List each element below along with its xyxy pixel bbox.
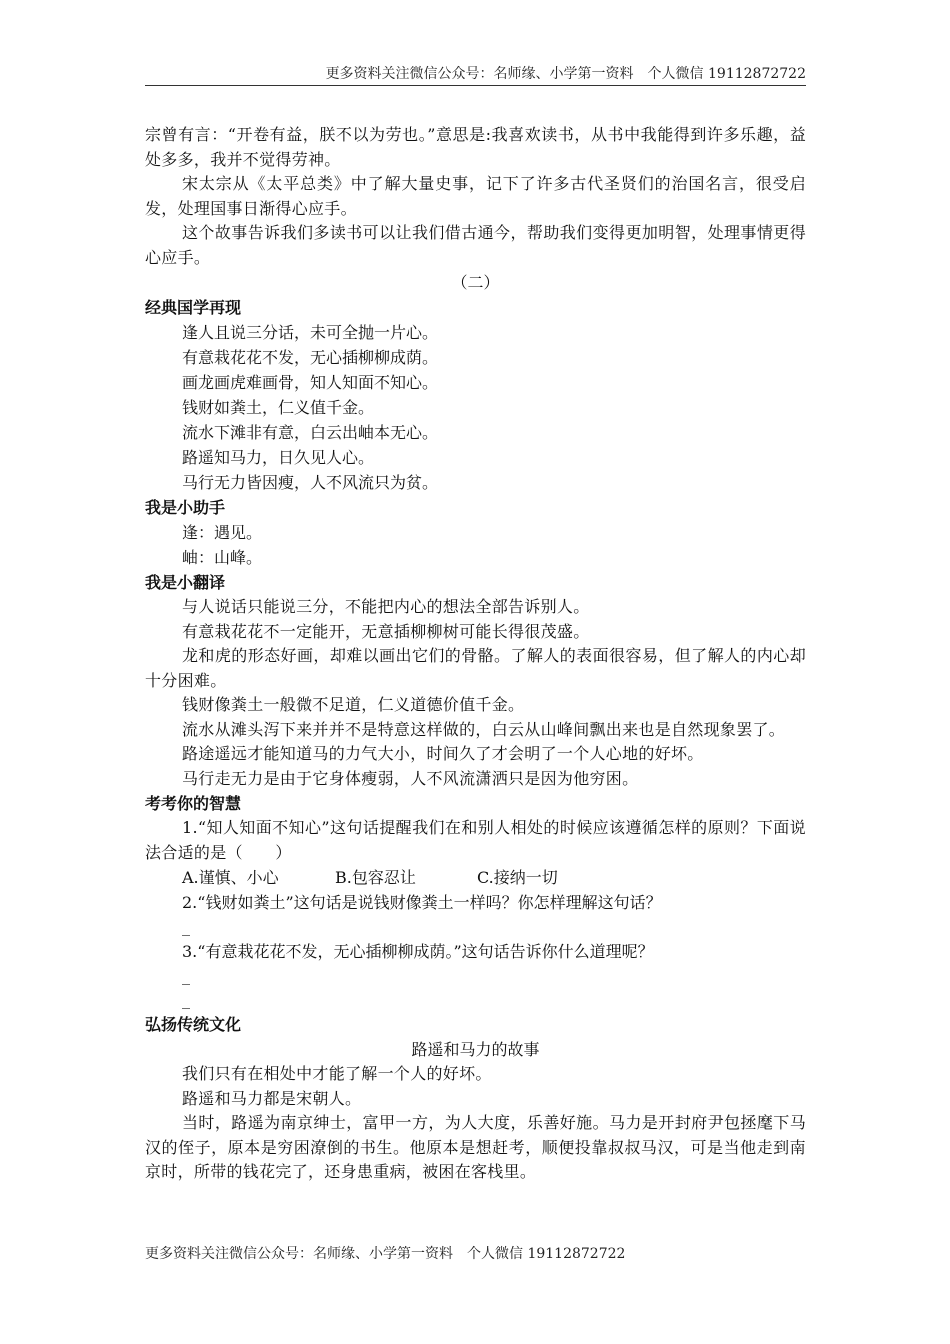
answer-blank: _	[182, 990, 190, 1009]
quiz-question-2: 2.“钱财如粪土”这句话是说钱财像粪土一样吗？你怎样理解这句话？	[182, 893, 662, 912]
classic-line: 有意栽花花不发，无心插柳柳成荫。	[182, 348, 439, 367]
story-paragraph: 路遥和马力都是宋朝人。	[182, 1088, 362, 1108]
classic-line: 钱财如粪土，仁义值千金。	[182, 398, 375, 417]
helper-heading: 我是小助手	[145, 498, 226, 517]
classic-line: 画龙画虎难画骨，知人知面不知心。	[182, 373, 439, 392]
intro-paragraph: 宋太宗从《太平总类》中了解大量史事，记下了许多古代圣贤们的治国名言，很受启发，处理国事日渐得心应手。	[145, 174, 806, 218]
classic-line: 马行无力皆因瘦，人不风流只为贫。	[182, 473, 439, 492]
quiz-options	[145, 865, 806, 890]
translation-paragraph: 龙和虎的形态好画，却难以画出它们的骨骼。了解人的表面很容易，但了解人的内心却十分困难。	[145, 646, 806, 690]
document-body	[145, 123, 806, 1185]
story-paragraph: 当时，路遥为南京绅士，富甲一方，为人大度，乐善好施。马力是开封府尹包拯麾下马汉的侄子，原本是穷困潦倒的书生。他原本是想赶考，顺便投靠叔叔马汉，可是当他走到南京时，所带的钱花完了，还身患重病，被困在客栈里。	[145, 1113, 806, 1181]
culture-heading: 弘扬传统文化	[145, 1015, 242, 1034]
classic-line: 路遥知马力，日久见人心。	[182, 448, 375, 467]
quiz-question-1: 1.“知人知面不知心”这句话提醒我们在和别人相处的时候应该遵循怎样的原则？下面说法合适的是（ ）	[145, 818, 806, 862]
section-number: （二）	[451, 273, 500, 292]
quiz-heading: 考考你的智慧	[145, 794, 242, 813]
answer-blank: _	[182, 966, 190, 985]
translation-paragraph: 路途遥远才能知道马的力气大小，时间久了才会明了一个人心地的好坏。	[182, 744, 704, 763]
intro-paragraph: 这个故事告诉我们多读书可以让我们借古通今，帮助我们变得更加明智，处理事情更得心应手。	[145, 223, 806, 267]
intro-paragraph: 宗曾有言：“开卷有益，朕不以为劳也。”意思是:我喜欢读书，从书中我能得到许多乐趣，益处多多，我并不觉得劳神。	[145, 125, 806, 169]
quiz-option-b: B.包容忍让	[335, 868, 416, 887]
page-footer: 更多资料关注微信公众号：名师缘、小学第一资料 个人微信 19112872722	[145, 1246, 626, 1262]
translation-paragraph: 马行走无力是由于它身体瘦弱，人不风流潇洒只是因为他穷困。	[182, 768, 639, 788]
helper-line: 逢：遇见。	[182, 523, 263, 542]
quiz-option-a: A.谨慎、小心	[182, 868, 279, 887]
classic-line: 流水下滩非有意，白云出岫本无心。	[182, 423, 439, 442]
story-paragraph: 我们只有在相处中才能了解一个人的好坏。	[182, 1064, 492, 1083]
story-title: 路遥和马力的故事	[411, 1040, 540, 1059]
translator-heading: 我是小翻译	[145, 573, 226, 592]
classic-heading: 经典国学再现	[145, 298, 242, 317]
helper-line: 岫：山峰。	[182, 548, 263, 567]
translation-paragraph: 与人说话只能说三分，不能把内心的想法全部告诉别人。	[182, 597, 590, 616]
translation-paragraph: 有意栽花花不一定能开，无意插柳柳树可能长得很茂盛。	[182, 621, 590, 641]
quiz-question-3: 3.“有意栽花花不发，无心插柳柳成荫。”这句话告诉你什么道理呢？	[182, 942, 654, 961]
answer-blank: _	[182, 917, 190, 936]
classic-line: 逢人且说三分话，未可全抛一片心。	[182, 323, 439, 342]
translation-paragraph: 流水从滩头泻下来并并不是特意这样做的，白云从山峰间飘出来也是自然现象罢了。	[182, 719, 786, 739]
page-header: 更多资料关注微信公众号：名师缘、小学第一资料 个人微信 19112872722	[145, 66, 806, 86]
quiz-option-c: C.接纳一切	[477, 868, 558, 887]
translation-paragraph: 钱财像粪土一般微不足道，仁义道德价值千金。	[182, 695, 525, 714]
